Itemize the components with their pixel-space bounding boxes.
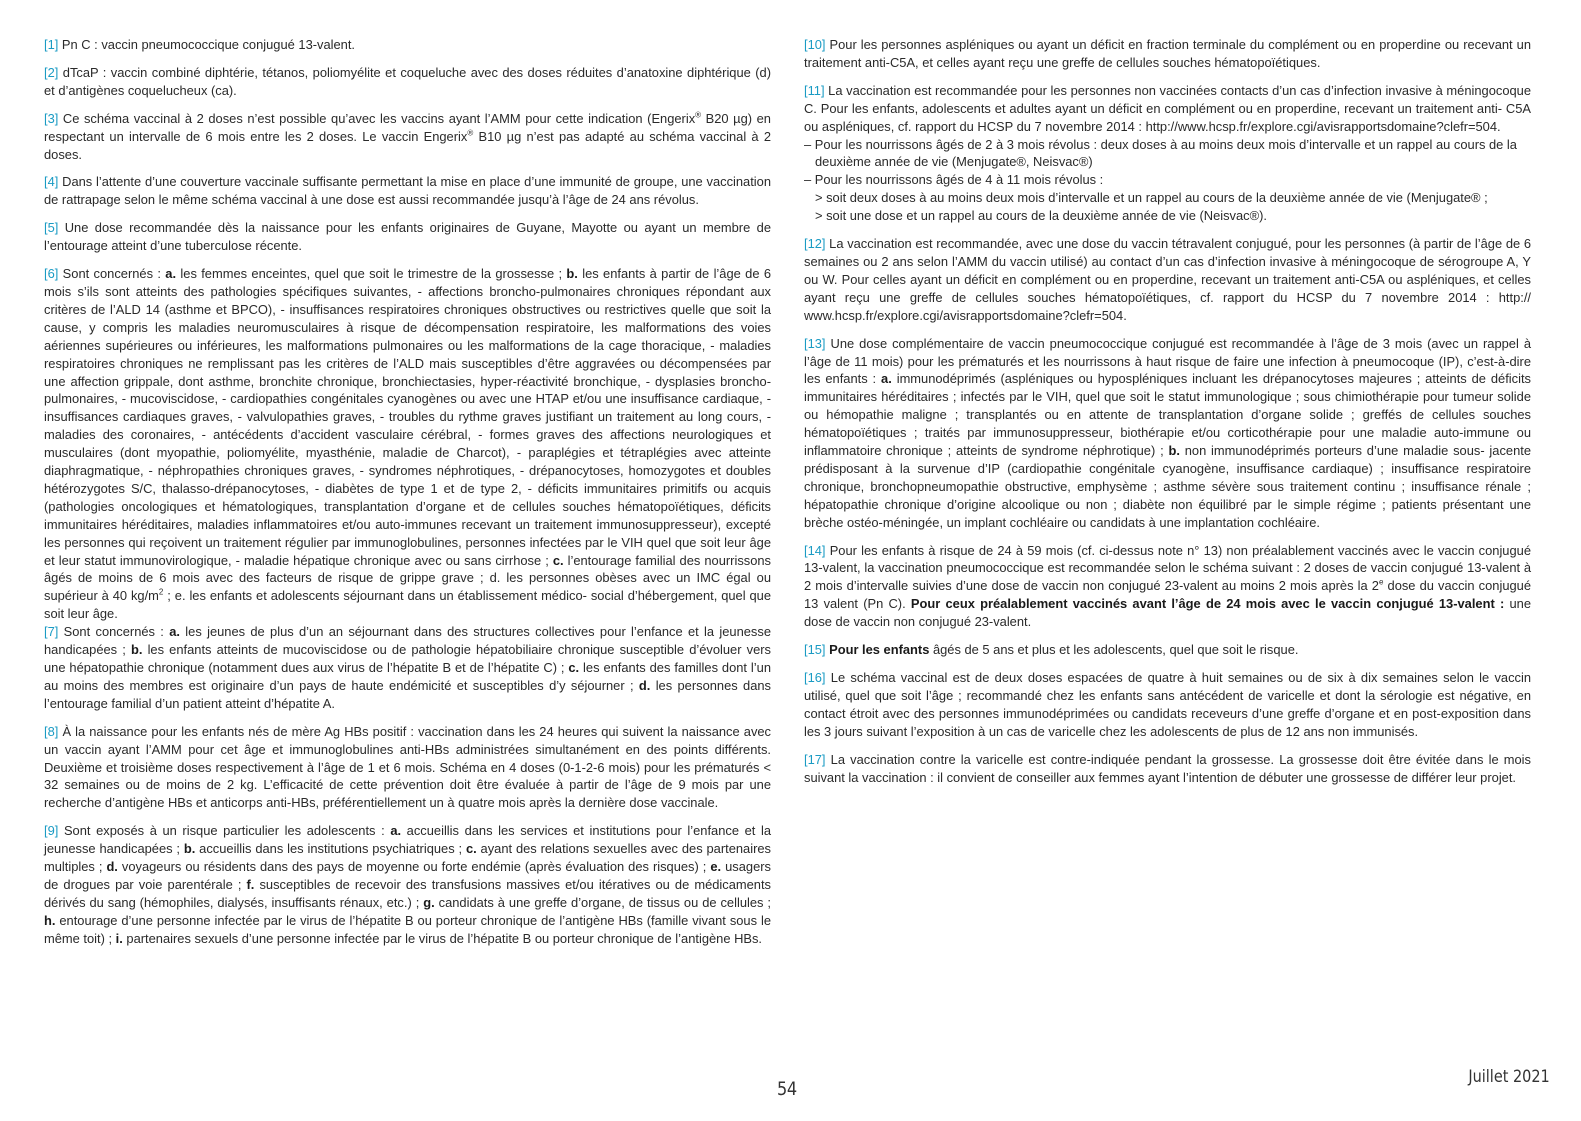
page-number: 54 (777, 1078, 797, 1100)
footnote-number: [1] (44, 37, 59, 52)
footnote-number: [14] (804, 542, 826, 558)
footnote-13: [13] Une dose complémentaire de vaccin pneumococcique conjugué est recommandée à l’âge de 3 mois (avec un rappel à l’âge de 11 mois) pour les prématurés et les nourrissons à haut risque de faire une infection à pneumocoque (IP), c’est-à-dire les enfants : a. immunodéprimés (aspléniques ou hypospléniques incluant les drépanocytoses majeures ; atteints de déficits immunitaires héréditaires ; infectés par le VIH, quel que soit le statut immunologique ; sous chimiothérapie pour tumeur solide ou hémopathie maligne ; transplantés ou en attente de transplantation d’organe solide ; greffés de cellules souches hématopoïétiques ; traités par immunosuppresseur, biothérapie et/ou corticothérapie pour une maladie auto-immune ou inflammatoire chronique ; atteints de syndrome néphrotique) ; b. non immunodéprimés porteurs d’une maladie sous- jacente prédisposant à la survenue d’IP (cardiopathie congénitale cyanogène, insuffisance cardiaque) ; insuffisance respiratoire chronique, bronchopneumopathie obstructive, emphysème ; asthme sévère sous traitement continu ; insuffisance rénale ; hépatopathie chronique d’origine alcoolique ou non ; diabète non équilibré par le simple régime ; patients présentant une brèche ostéo-méningée, un implant cochléaire ou candidats à une implantation cochléaire. (804, 335, 1531, 530)
list-item: – Pour les nourrissons âgés de 4 à 11 mois révolus : (804, 172, 1104, 188)
footnote-number: [7] (44, 624, 59, 640)
footnote-14: [14] Pour les enfants à risque de 24 à 59 mois (cf. ci-dessus note n° 13) non préalablement vaccinés avec le vaccin conjugué 13-valent, la vaccination pneumococcique est recommandée selon le schéma suivant : 2 doses de vaccin conjugué 13-valent à 2 mois d’intervalle suivies d’une dose de vaccin non conjugué 23-valent au moins 2 mois après la 2e dose du vaccin conjugué 13 valent (Pn C). Pour ceux préalablement vaccinés avant l’âge de 24 mois avec le vaccin conjugué 13-valent : une dose de vaccin non conjugué 23-valent. (804, 542, 1532, 630)
footnote-number: [6] (44, 266, 59, 282)
footnote-number: [13] (804, 335, 826, 351)
footnote-number: [2] (44, 64, 59, 80)
footnote-17: [17] La vaccination contre la varicelle est contre-indiquée pendant la grossesse. La grossesse doit être évitée dans le mois suivant la vaccination : il convient de conseiller aux femmes ayant l’intention de débuter une grossesse de différer leur projet. (804, 751, 1531, 785)
footnote-6: [6] Sont concernés : a. les femmes enceintes, quel que soit le trimestre de la grossesse ; b. les enfants à partir de l’âge de 6 mois s’ils sont atteints des pathologies spécifiques suivantes, - affections broncho-pulmonaires chroniques répondant aux critères de l’ALD 14 (asthme et BPCO), - insuffisances respiratoires chroniques obstructives ou restrictives quelle que soit la cause, y compris les maladies neuromusculaires à risque de décompensation respiratoire, les malformations des voies aériennes supérieures ou inférieures, les malformations pulmonaires ou les malformations de la cage thoracique, - maladies respiratoires chroniques ne remplissant pas les critères de l’ALD mais susceptibles d’être aggravées ou décompensées par une affection grippale, dont asthme, bronchite chronique, bronchiectasies, hyper-réactivité bronchique, - dysplasies broncho-pulmonaires, - mucoviscidose, - cardiopathies congénitales cyanogènes ou avec une HTAP et/ou une insuffisance cardiaque, - insuffisances cardiaques graves, - valvulopathies graves, - troubles du rythme graves justifiant un traitement au long cours, - maladies des coronaires, - antécédents d’accident vasculaire cérébral, - formes graves des affections neurologiques et musculaires (dont myopathie, poliomyélite, myasthénie, maladie de Charcot), - paraplégies et tétraplégies avec atteinte diaphragmatique, - néphropathies chroniques graves, - syndromes néphrotiques, - drépanocytoses, homozygotes et doubles hétérozygotes S/C, thalasso-drépanocytoses, - diabètes de type 1 et de type 2, - déficits immunitaires primitifs ou acquis (pathologies oncologiques et hématologiques, transplantation d’organe et de cellules souches hématopoïétiques, déficits immunitaires héréditaires, maladies inflammatoires et/ou auto-immunes recevant un traitement immunosuppresseur), excepté les personnes qui reçoivent un traitement régulier par immunoglobulines, personnes infectées par le VIH quel que soit leur âge et leur statut immunovirologique, - maladie hépatique chronique avec ou sans cirrhose ; c. l’entourage familial des nourrissons âgés de moins de 6 mois avec des facteurs de risque de grippe grave ; d. les personnes obèses avec un IMC égal ou supérieur à 40 $kg/m^2$ ; e. les enfants et adolescents séjournant dans un établissement médico- social d’hébergement, quel que soit leur âge. (44, 266, 772, 622)
footnote-16: [16] Le schéma vaccinal est de deux doses espacées de quatre à huit semaines ou de six à dix semaines selon le vaccin utilisé, quel que soit l’âge ; recommandé chez les enfants sans antécédent de varicelle et dont la sérologie est négative, en contact étroit avec des personnes immunodéprimées ou candidats receveurs d’une greffe d’organe et en post-exposition dans les 3 jours suivant l’exposition à un cas de varicelle chez les adolescents de plus de 12 ans non immunisés. (804, 670, 1531, 739)
footnote-15: [15] Pour les enfants âgés de 5 ans et plus et les adolescents, quel que soit le risque. (804, 642, 1299, 658)
footnote-number: [4] (44, 174, 59, 190)
footnote-number: [8] (44, 723, 59, 739)
right-column (804, 36, 1531, 796)
footnote-number: [5] (44, 220, 59, 236)
footnote-3: [3] Ce schéma vaccinal à 2 doses n’est possible qu’avec les vaccins ayant l’AMM pour cette indication (Engerix® B20 µg) en respectant un intervalle de 6 mois entre les 2 doses. Le vaccin Engerix® B10 µg n’est pas adapté au schéma vaccinal à 2 doses. (44, 110, 771, 162)
list-item: – Pour les nourrissons âgés de 2 à 3 mois révolus : deux doses à au moins deux mois d’intervalle et un rappel au cours de la deuxième année de vie (Menjugate®, Neisvac®) (804, 136, 1517, 170)
footnote-12: [12] La vaccination est recommandée, avec une dose du vaccin tétravalent conjugué, pour les personnes (à partir de l’âge de 6 semaines ou 2 ans selon l’AMM du vaccin utilisé) au contact d’un cas d’infection invasive à méningocoque de sérogroupe A, Y ou W. Pour celles ayant un déficit en complément ou en properdine, recevant un traitement anti-C5A ou aspléniques, et celles ayant reçu une greffe de cellules souches hématopoïétiques, cf. rapport du HCSP du 7 novembre 2014 : http:// www.hcsp.fr/explore.cgi/avisrapportsdomaine?clefr=504. (804, 236, 1531, 323)
list-subitem: > soit une dose et un rappel au cours de la deuxième année de vie (Neisvac®). (815, 208, 1267, 224)
footnote-number: [11] (804, 82, 825, 98)
footnote-number: [16] (804, 670, 826, 685)
footnote-11: [11] La vaccination est recommandée pour les personnes non vaccinées contacts d’un cas d’infection invasive à méningocoque C. Pour les enfants, adolescents et adultes ayant un déficit en complément ou en properdine, recevant un traitement anti- C5A ou aspléniques, cf. rapport du HCSP du 7 novembre 2014 : http://www.hcsp.fr/explore.cgi/avisrapportsdomaine?clefr=504. – Pour les nourrissons âgés de 2 à 3 mois révolus : deux doses à au moins deux mois d’intervalle et un rappel au cours de la deuxième année de vie (Menjugate®, Neisvac®) – Pour les nourrissons âgés de 4 à 11 mois révolus : > soit deux doses à au moins deux mois d’intervalle et un rappel au cours de la deuxième année de vie (Menjugate® ; > soit une dose et un rappel au cours de la deuxième année de vie (Neisvac®). (804, 82, 1531, 224)
footnote-2: [2] dTcaP : vaccin combiné diphtérie, tétanos, poliomyélite et coqueluche avec des doses réduites d’anatoxine diphtérique (d) et d’antigènes coquelucheux (ca). (44, 64, 771, 98)
footnote-number: [17] (804, 751, 826, 767)
footnote-7: [7] Sont concernés : a. les jeunes de plus d’un an séjournant dans des structures collectives pour l’enfance et la jeunesse handicapées ; b. les enfants atteints de mucoviscidose ou de pathologie hépatobiliaire chronique susceptible d’évoluer vers une hépatopathie chronique (notamment dues aux virus de l’hépatite B et de l’hépatite C) ; c. les enfants des familles dont l’un au moins des membres est originaire d’un pays de haute endémicité et susceptibles d’y séjourner ; d. les personnes dans l’entourage familial d’un patient atteint d’hépatite A. (44, 624, 772, 711)
footnote-1: [1] Pn C : vaccin pneumococcique conjugué 13-valent. (44, 37, 356, 52)
footnote-4: [4] Dans l’attente d’une couverture vaccinale suffisante permettant la mise en place d’une immunité de groupe, une vaccination de rattrapage selon le même schéma vaccinal à une dose est aussi recommandée jusqu’à l’âge de 24 ans révolus. (44, 174, 771, 208)
publication-date: Juillet 2021 (1468, 1067, 1550, 1087)
footnote-number: [3] (44, 110, 59, 126)
footnote-number: [9] (44, 823, 59, 839)
footnote-number: [15] (804, 642, 826, 658)
footnote-8: [8] À la naissance pour les enfants nés de mère Ag HBs positif : vaccination dans les 24 heures qui suivent la naissance avec un vaccin ayant l’AMM pour cet âge et immunoglobulines anti-HBs administrées simultanément en des points différents. Deuxième et troisième doses respectivement à l’âge de 1 et 6 mois. Schéma en 4 doses (0-1-2-6 mois) pour les prématurés < 32 semaines ou de moins de 2 kg. L’efficacité de cette prévention doit être évaluée à partir de l’âge de 9 mois par une recherche d’antigène HBs et anticorps anti-HBs, préférentiellement un à quatre mois après la dernière dose vaccinale. (44, 723, 771, 811)
footnote-5: [5] Une dose recommandée dès la naissance pour les enfants originaires de Guyane, Mayotte ou ayant un membre de l’entourage atteint d’une tuberculose récente. (44, 220, 771, 254)
left-column (44, 36, 771, 958)
footnote-10: [10] Pour les personnes aspléniques ou ayant un déficit en fraction terminale du complément ou en properdine ou recevant un traitement anti-C5A, et celles ayant reçu une greffe de cellules souches hématopoïétiques. (804, 37, 1531, 70)
footnote-9: [9] Sont exposés à un risque particulier les adolescents : a. accueillis dans les services et institutions pour l’enfance et la jeunesse handicapées ; b. accueillis dans les institutions psychiatriques ; c. ayant des relations sexuelles avec des partenaires multiples ; d. voyageurs ou résidents dans des pays de moyenne ou forte endémie (après évaluation des risques) ; e. usagers de drogues par voie parentérale ; f. susceptibles de recevoir des transfusions massives et/ou itératives ou de médicaments dérivés du sang (hémophiles, dialysés, insuffisants rénaux, etc.) ; g. candidats à une greffe d’organe, de tissus ou de cellules ; h. entourage d’une personne infectée par le virus de l’hépatite B ou porteur chronique de l’antigène HBs (famille vivant sous le même toit) ; i. partenaires sexuels d’une personne infectée par le virus de l’hépatite B ou porteur chronique de l’antigène HBs. (44, 823, 771, 946)
footnote-number: [10] (804, 37, 826, 52)
list-subitem: > soit deux doses à au moins deux mois d’intervalle et un rappel au cours de la deuxième année de vie (Menjugate® ; (815, 190, 1488, 206)
footnote-number: [12] (804, 236, 826, 252)
